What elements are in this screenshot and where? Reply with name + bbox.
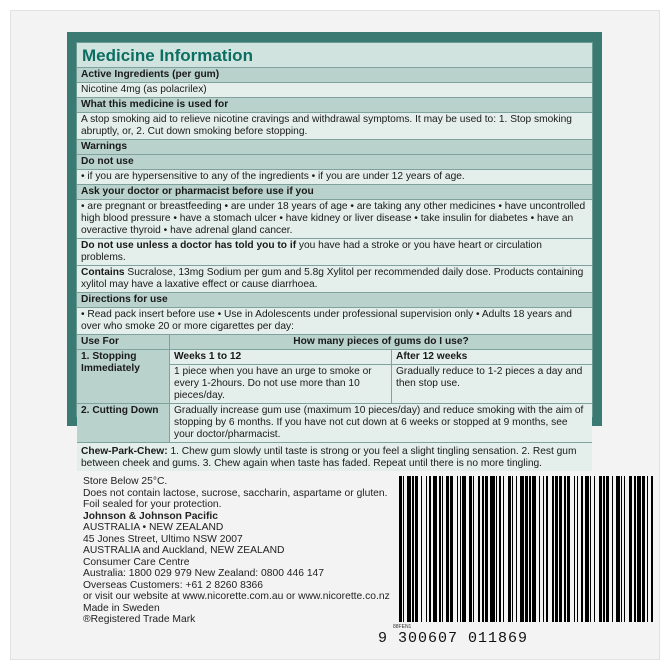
how-many-header: How many pieces of gums do I use?: [170, 335, 592, 350]
chew-park-chew-bold: Chew-Park-Chew:: [81, 446, 168, 457]
directions-heading: Directions for use: [77, 293, 592, 308]
ask-doctor-heading: Ask your doctor or pharmacist before use if you: [77, 185, 592, 200]
after-12-weeks-header: After 12 weeks: [392, 350, 592, 365]
do-not-use-text: • if you are hypersensitive to any of the ingredients • if you are under 12 years of age.: [77, 170, 592, 185]
website-text: or visit our website at www.nicorette.com.au or www.nicorette.co.nz: [83, 591, 390, 602]
company-address: 45 Jones Street, Ultimo NSW 2007: [83, 533, 243, 545]
directions-text: • Read pack insert before use • Use in Adolescents under professional supervision only • Adults 18 years and over who smoke 20 or more cigarettes per day:: [77, 308, 592, 335]
weeks-1-12-text: 1 piece when you have an urge to smoke or every 1-2hours. Do not use more than 10 pieces/day.: [170, 365, 392, 404]
medicine-information-table: [76, 42, 593, 469]
made-in: Made in Sweden: [83, 602, 160, 614]
active-ingredients-heading: Active Ingredients (per gum): [77, 68, 592, 83]
barcode-number: 9 300607 011869: [378, 630, 529, 647]
contains-bold: Contains: [81, 267, 125, 278]
storage-line-2: Does not contain lactose, sucrose, saccharin, aspartame or gluten.: [83, 487, 388, 499]
company-line-1: AUSTRALIA • NEW ZEALAND: [83, 522, 224, 533]
dosage-table: [77, 335, 592, 443]
barcode-bars: [399, 476, 657, 622]
medicine-info-title: Medicine Information: [77, 43, 592, 68]
barcode-small-code: 88FEN1: [393, 624, 412, 630]
storage-line-1: Store Below 25°C.: [83, 476, 168, 487]
storage-and-company-info: [83, 476, 390, 626]
used-for-text: A stop smoking aid to relieve nicotine cravings and withdrawal symptoms. It may be used to: 1. Stop smoking abruptly, or, 2. Cut down smoking before stopping.: [77, 113, 592, 140]
cutting-down-text: Gradually increase gum use (maximum 10 pieces/day) and reduce smoking with the aim of stopping by 6 months. If you have not cut down at 6 weeks or stopped at 9 months, see your doctor/pharmacist.: [170, 404, 592, 443]
company-line-3: AUSTRALIA and Auckland, NEW ZEALAND: [83, 545, 285, 556]
weeks-1-12-header: Weeks 1 to 12: [170, 350, 392, 365]
trademark-note: ®Registered Trade Mark: [83, 614, 196, 625]
phone-numbers: Australia: 1800 029 979 New Zealand: 0800 446 147: [83, 568, 325, 579]
doctor-warning-text: you have had a stroke or you have heart or circulation problems.: [81, 240, 542, 263]
used-for-heading: What this medicine is used for: [77, 98, 592, 113]
do-not-use-heading: Do not use: [77, 155, 592, 170]
chew-park-chew-text: 1. Chew gum slowly until taste is strong or you feel a slight tingling sensation. 2. Rest gum between cheek and gums. 3. Chew again when taste has faded. Repeat until there is no more tingling.: [81, 446, 577, 469]
active-ingredients-text: Nicotine 4mg (as polacrilex): [77, 83, 592, 98]
doctor-warning-bold: Do not use unless a doctor has told you to if: [81, 240, 297, 251]
warnings-heading: Warnings: [77, 140, 592, 155]
chew-park-chew-row: [77, 443, 592, 471]
overseas-phone: Overseas Customers: +61 2 8260 8366: [83, 579, 264, 591]
contains-text: Sucralose, 13mg Sodium per gum and 5.8g Xylitol per recommended daily dose. Products containing xylitol may have a laxative effect or cause diarrhoea.: [81, 267, 584, 290]
storage-line-3: Foil sealed for your protection.: [83, 499, 222, 510]
consumer-care-centre: Consumer Care Centre: [83, 556, 190, 568]
doctor-warning: [77, 239, 592, 266]
use-for-header: Use For: [77, 335, 170, 350]
company-name: Johnson & Johnson Pacific: [83, 510, 219, 522]
cutting-down-label: 2. Cutting Down: [77, 404, 170, 443]
contains-row: [77, 266, 592, 293]
barcode-space: [653, 476, 657, 622]
after-12-weeks-text: Gradually reduce to 1-2 pieces a day and then stop use.: [392, 365, 592, 404]
stopping-immediately-label: 1. Stopping Immediately: [77, 350, 170, 404]
ask-doctor-text: • are pregnant or breastfeeding • are under 18 years of age • are taking any other medicines • have uncontrolled high blood pressure • have a stomach ulcer • have kidney or liver disease • take insulin for diabetes • have an overactive thyroid • have adrenal gland cancer.: [77, 200, 592, 239]
